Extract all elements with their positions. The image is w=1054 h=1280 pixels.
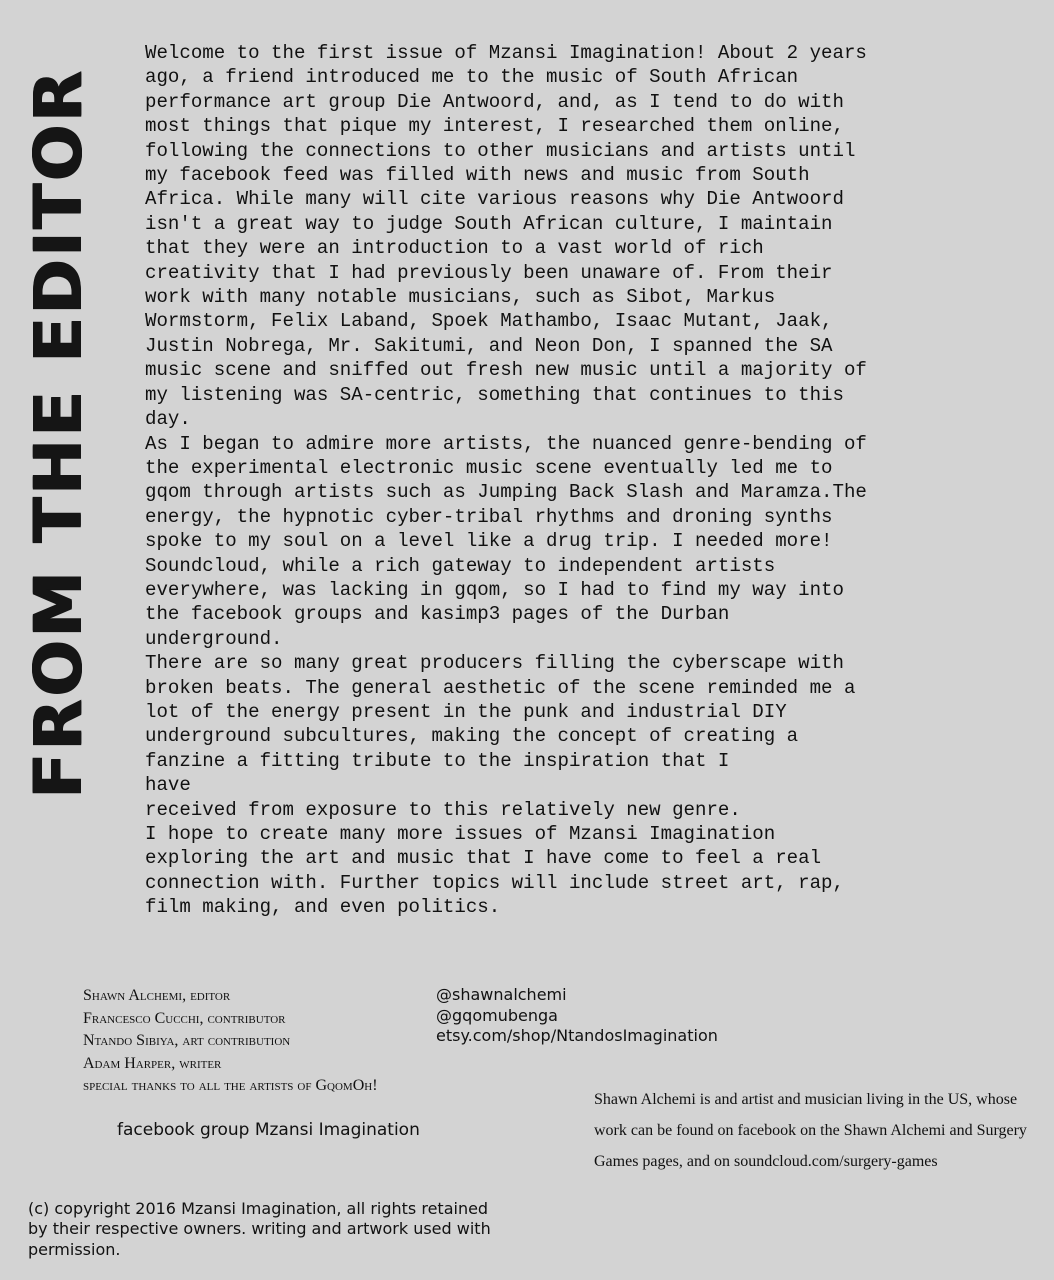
copyright-notice: (c) copyright 2016 Mzansi Imagination, all rights retained by their respective owners. writing and artwork used with permission. bbox=[28, 1199, 491, 1259]
credit-line: Ntando Sibiya, art contribution bbox=[83, 1032, 291, 1050]
facebook-group: facebook group Mzansi Imagination bbox=[117, 1120, 420, 1140]
paragraph: Welcome to the first issue of Mzansi Imagination! About 2 years ago, a friend introduced me to the music of South African performance art group Die Antwoord, and, as I tend to do with most things that pique my interest, I researched them online, following the connections to other musicians and artists until my facebook feed was filled with news and music from South Africa. While many will cite various reasons why Die Antwoord isn't a great way to judge South African culture, I maintain that they were an introduction to a vast world of rich creativity that I had previously been unaware of. From their work with many notable musicians, such as Sibot, Markus Wormstorm, Felix Laband, Spoek Mathambo, Isaac Mutant, Jaak, Justin Nobrega, Mr. Sakitumi, and Neon Don, I spanned the SA music scene and sniffed out fresh new music until a majority of my listening was SA-centric, something that continues to this day. bbox=[145, 42, 867, 431]
paragraph: There are so many great producers filling the cyberscape with broken beats. The general aesthetic of the scene reminded me a lot of the energy present in the punk and industrial DIY underground subcultures, making the concept of creating a fanzine a fitting tribute to the inspiration that I have received from exposure to this relatively new genre. bbox=[145, 652, 856, 821]
credits-list bbox=[83, 985, 378, 1098]
editorial-body bbox=[145, 41, 875, 920]
paragraph: I hope to create many more issues of Mzansi Imagination exploring the art and music that I have come to feel a real connection with. Further topics will include street art, rap, film making, and even politics. bbox=[145, 823, 844, 919]
handle-link: @shawnalchemi bbox=[436, 985, 567, 1004]
credit-line: Shawn Alchemi, editor bbox=[83, 987, 231, 1004]
paragraph: As I began to admire more artists, the nuanced genre-bending of the experimental electronic music scene eventually led me to gqom through artists such as Jumping Back Slash and Maramza.The energy, the hypnotic cyber-tribal rhythms and droning synths spoke to my soul on a level like a drug trip. I needed more! Soundcloud, while a rich gateway to independent artists everywhere, was lacking in gqom, so I had to find my way into the facebook groups and kasimp3 pages of the Durban underground. bbox=[145, 432, 867, 650]
social-handles bbox=[436, 985, 718, 1047]
editor-bio: Shawn Alchemi is and artist and musician living in the US, whose work can be found on facebook on the Shawn Alchemi and Surgery Games pages, and on soundcloud.com/surgery-games bbox=[594, 1091, 1027, 1170]
page-title-vertical bbox=[20, 38, 97, 828]
handle-link: etsy.com/shop/NtandosImagination bbox=[436, 1026, 718, 1045]
credit-line: Adam Harper, writer bbox=[83, 1054, 222, 1072]
handle-link: @gqomubenga bbox=[436, 1005, 558, 1025]
credit-line: special thanks to all the artists of GqomOh! bbox=[83, 1077, 378, 1095]
page-title: FROM THE EDITOR bbox=[20, 67, 97, 799]
credit-line: Francesco Cucchi, contributor bbox=[83, 1009, 286, 1027]
